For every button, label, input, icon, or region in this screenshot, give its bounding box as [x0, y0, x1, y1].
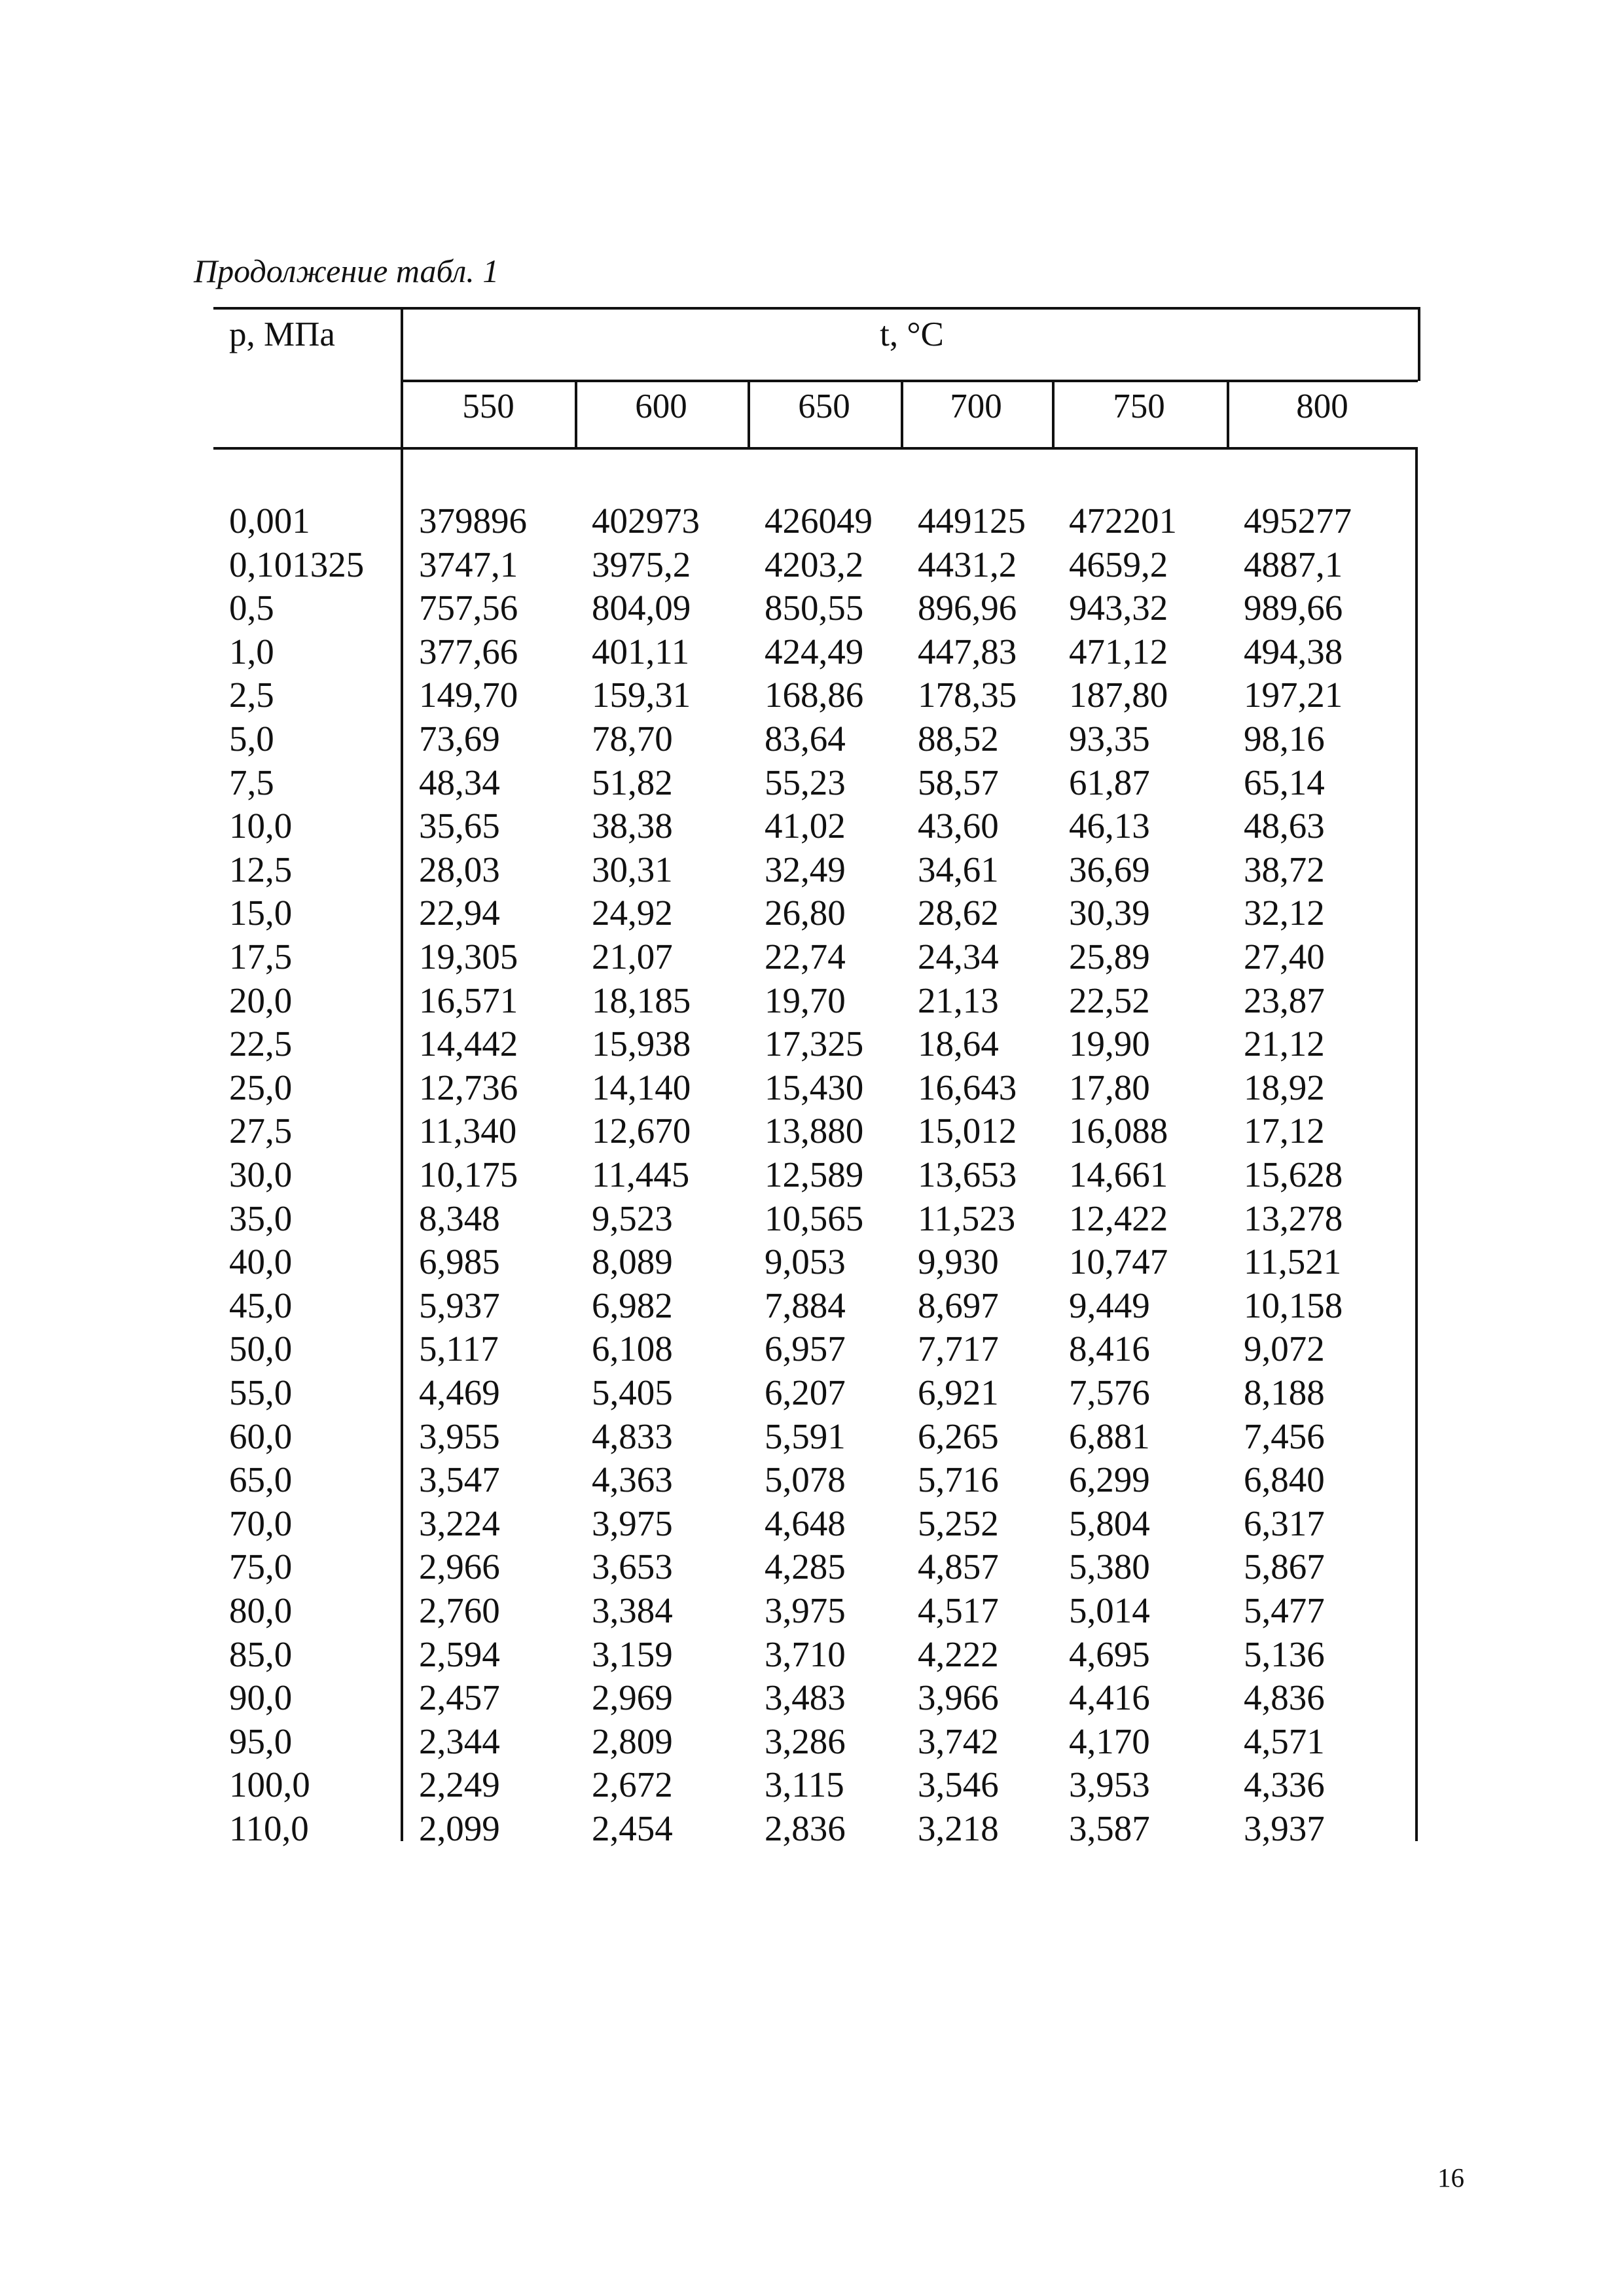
- value-cell: 757,56: [419, 588, 518, 628]
- value-cell: 21,12: [1244, 1024, 1325, 1064]
- value-cell: 14,442: [419, 1024, 518, 1064]
- value-cell: 3,653: [592, 1547, 673, 1587]
- value-cell: 17,12: [1244, 1111, 1325, 1151]
- pressure-cell: 70,0: [229, 1503, 293, 1543]
- value-cell: 5,136: [1244, 1634, 1325, 1674]
- pressure-cell: 20,0: [229, 980, 293, 1020]
- value-cell: 3975,2: [592, 545, 691, 584]
- header-bottom-rule: [213, 447, 1418, 450]
- value-cell: 4,833: [592, 1416, 673, 1456]
- value-cell: 6,299: [1069, 1460, 1150, 1499]
- table-row: [0, 804, 1624, 848]
- value-cell: 12,589: [765, 1155, 864, 1194]
- value-cell: 4,363: [592, 1460, 673, 1499]
- pressure-cell: 1,0: [229, 632, 274, 672]
- value-cell: 22,74: [765, 937, 846, 977]
- value-cell: 3,710: [765, 1634, 846, 1674]
- temperature-column-header: 750: [1113, 387, 1165, 425]
- value-cell: 5,937: [419, 1285, 500, 1325]
- value-cell: 11,523: [918, 1198, 1016, 1238]
- value-cell: 5,477: [1244, 1590, 1325, 1630]
- value-cell: 19,70: [765, 980, 846, 1020]
- value-cell: 18,64: [918, 1024, 999, 1064]
- pressure-cell: 10,0: [229, 806, 293, 846]
- value-cell: 4,170: [1069, 1721, 1150, 1761]
- value-cell: 7,717: [918, 1329, 999, 1369]
- value-cell: 35,65: [419, 806, 500, 846]
- subheader-divider: [575, 380, 577, 450]
- value-cell: 32,12: [1244, 893, 1325, 933]
- value-cell: 5,804: [1069, 1503, 1150, 1543]
- table-right-rule-top: [1418, 307, 1420, 381]
- value-cell: 9,449: [1069, 1285, 1150, 1325]
- pressure-cell: 110,0: [229, 1808, 309, 1848]
- value-cell: 989,66: [1244, 588, 1343, 628]
- value-cell: 11,521: [1244, 1242, 1342, 1282]
- value-cell: 7,884: [765, 1285, 846, 1325]
- value-cell: 6,207: [765, 1372, 846, 1412]
- value-cell: 38,38: [592, 806, 673, 846]
- value-cell: 804,09: [592, 588, 691, 628]
- value-cell: 3,286: [765, 1721, 846, 1761]
- value-cell: 7,456: [1244, 1416, 1325, 1456]
- table-row: [0, 1589, 1624, 1632]
- value-cell: 3,546: [918, 1765, 999, 1804]
- value-cell: 2,454: [592, 1808, 673, 1848]
- table-row: [0, 1807, 1624, 1850]
- value-cell: 16,088: [1069, 1111, 1168, 1151]
- value-cell: 4,571: [1244, 1721, 1325, 1761]
- table-row: [0, 630, 1624, 673]
- value-cell: 16,643: [918, 1067, 1017, 1107]
- pressure-cell: 15,0: [229, 893, 293, 933]
- table-row: [0, 1284, 1624, 1327]
- table-row: [0, 1502, 1624, 1545]
- value-cell: 73,69: [419, 719, 500, 759]
- pressure-cell: 30,0: [229, 1155, 293, 1194]
- value-cell: 3,483: [765, 1677, 846, 1717]
- pressure-cell: 90,0: [229, 1677, 293, 1717]
- value-cell: 5,867: [1244, 1547, 1325, 1587]
- value-cell: 2,836: [765, 1808, 846, 1848]
- value-cell: 4,336: [1244, 1765, 1325, 1804]
- table-row: [0, 761, 1624, 804]
- value-cell: 4,469: [419, 1372, 500, 1412]
- value-cell: 65,14: [1244, 762, 1325, 802]
- table-caption: Продолжение табл. 1: [194, 253, 499, 289]
- value-cell: 9,072: [1244, 1329, 1325, 1369]
- value-cell: 472201: [1069, 501, 1177, 541]
- value-cell: 12,422: [1069, 1198, 1168, 1238]
- value-cell: 6,921: [918, 1372, 999, 1412]
- table-row: [0, 717, 1624, 761]
- pressure-cell: 0,101325: [229, 545, 365, 584]
- value-cell: 896,96: [918, 588, 1017, 628]
- value-cell: 34,61: [918, 850, 999, 889]
- value-cell: 12,736: [419, 1067, 518, 1107]
- subheader-top-rule: [402, 380, 1418, 382]
- table-top-rule: [213, 307, 1418, 310]
- value-cell: 4,695: [1069, 1634, 1150, 1674]
- value-cell: 8,348: [419, 1198, 500, 1238]
- value-cell: 19,305: [419, 937, 518, 977]
- table-row: [0, 1720, 1624, 1763]
- value-cell: 55,23: [765, 762, 846, 802]
- table-row: [0, 848, 1624, 891]
- value-cell: 449125: [918, 501, 1026, 541]
- table-row: [0, 935, 1624, 978]
- table-row: [0, 1327, 1624, 1371]
- value-cell: 4659,2: [1069, 545, 1168, 584]
- value-cell: 168,86: [765, 675, 864, 715]
- value-cell: 48,34: [419, 762, 500, 802]
- value-cell: 4,648: [765, 1503, 846, 1543]
- value-cell: 3,547: [419, 1460, 500, 1499]
- value-cell: 5,117: [419, 1329, 499, 1369]
- pressure-column-header: p, МПа: [229, 315, 335, 353]
- value-cell: 27,40: [1244, 937, 1325, 977]
- value-cell: 25,89: [1069, 937, 1150, 977]
- pressure-cell: 60,0: [229, 1416, 293, 1456]
- value-cell: 187,80: [1069, 675, 1168, 715]
- value-cell: 4,222: [918, 1634, 999, 1674]
- table-row: [0, 1676, 1624, 1719]
- value-cell: 4,517: [918, 1590, 999, 1630]
- value-cell: 4431,2: [918, 545, 1017, 584]
- value-cell: 6,881: [1069, 1416, 1150, 1456]
- value-cell: 10,565: [765, 1198, 864, 1238]
- pressure-cell: 7,5: [229, 762, 274, 802]
- value-cell: 850,55: [765, 588, 864, 628]
- value-cell: 41,02: [765, 806, 846, 846]
- value-cell: 43,60: [918, 806, 999, 846]
- subheader-divider: [1227, 380, 1229, 450]
- value-cell: 2,594: [419, 1634, 500, 1674]
- table-row: [0, 543, 1624, 586]
- value-cell: 5,591: [765, 1416, 846, 1456]
- value-cell: 13,278: [1244, 1198, 1343, 1238]
- value-cell: 8,416: [1069, 1329, 1150, 1369]
- subheader-divider: [748, 380, 750, 450]
- value-cell: 15,938: [592, 1024, 691, 1064]
- value-cell: 15,012: [918, 1111, 1017, 1151]
- value-cell: 379896: [419, 501, 527, 541]
- subheader-divider: [1052, 380, 1055, 450]
- value-cell: 3,966: [918, 1677, 999, 1717]
- table-row: [0, 1371, 1624, 1414]
- value-cell: 22,52: [1069, 980, 1150, 1020]
- value-cell: 2,966: [419, 1547, 500, 1587]
- value-cell: 8,089: [592, 1242, 673, 1282]
- table-row: [0, 1153, 1624, 1196]
- pressure-cell: 0,001: [229, 501, 310, 541]
- table-row: [0, 1545, 1624, 1588]
- value-cell: 83,64: [765, 719, 846, 759]
- value-cell: 6,982: [592, 1285, 673, 1325]
- value-cell: 3,159: [592, 1634, 673, 1674]
- value-cell: 19,90: [1069, 1024, 1150, 1064]
- pressure-cell: 40,0: [229, 1242, 293, 1282]
- pressure-cell: 0,5: [229, 588, 274, 628]
- value-cell: 377,66: [419, 632, 518, 672]
- pressure-cell: 75,0: [229, 1547, 293, 1587]
- temperature-column-header: 550: [462, 387, 514, 425]
- value-cell: 38,72: [1244, 850, 1325, 889]
- pressure-cell: 100,0: [229, 1765, 310, 1804]
- value-cell: 3,975: [765, 1590, 846, 1630]
- value-cell: 93,35: [1069, 719, 1150, 759]
- value-cell: 14,661: [1069, 1155, 1168, 1194]
- value-cell: 471,12: [1069, 632, 1168, 672]
- value-cell: 2,344: [419, 1721, 500, 1761]
- temperature-column-header: 650: [798, 387, 850, 425]
- pressure-cell: 55,0: [229, 1372, 293, 1412]
- value-cell: 51,82: [592, 762, 673, 802]
- page-number: 16: [1437, 2162, 1464, 2193]
- value-cell: 6,317: [1244, 1503, 1325, 1543]
- value-cell: 2,760: [419, 1590, 500, 1630]
- value-cell: 3,587: [1069, 1808, 1150, 1848]
- value-cell: 6,265: [918, 1416, 999, 1456]
- pressure-cell: 45,0: [229, 1285, 293, 1325]
- table-row: [0, 1763, 1624, 1806]
- value-cell: 61,87: [1069, 762, 1150, 802]
- value-cell: 24,34: [918, 937, 999, 977]
- value-cell: 23,87: [1244, 980, 1325, 1020]
- table-row: [0, 586, 1624, 630]
- value-cell: 46,13: [1069, 806, 1150, 846]
- value-cell: 4,416: [1069, 1677, 1150, 1717]
- value-cell: 30,31: [592, 850, 673, 889]
- value-cell: 18,185: [592, 980, 691, 1020]
- subheader-divider: [901, 380, 903, 450]
- value-cell: 402973: [592, 501, 700, 541]
- value-cell: 28,03: [419, 850, 500, 889]
- table-row: [0, 891, 1624, 935]
- temperature-column-header: 700: [950, 387, 1002, 425]
- value-cell: 2,809: [592, 1721, 673, 1761]
- temperature-column-header: 600: [635, 387, 687, 425]
- value-cell: 447,83: [918, 632, 1017, 672]
- value-cell: 88,52: [918, 719, 999, 759]
- value-cell: 15,628: [1244, 1155, 1343, 1194]
- value-cell: 9,523: [592, 1198, 673, 1238]
- table-row: [0, 1022, 1624, 1066]
- value-cell: 5,252: [918, 1503, 999, 1543]
- value-cell: 10,747: [1069, 1242, 1168, 1282]
- value-cell: 2,457: [419, 1677, 500, 1717]
- table-row: [0, 1240, 1624, 1283]
- value-cell: 5,716: [918, 1460, 999, 1499]
- pressure-cell: 95,0: [229, 1721, 293, 1761]
- value-cell: 13,880: [765, 1111, 864, 1151]
- pressure-cell: 35,0: [229, 1198, 293, 1238]
- value-cell: 9,053: [765, 1242, 846, 1282]
- value-cell: 4203,2: [765, 545, 864, 584]
- value-cell: 32,49: [765, 850, 846, 889]
- value-cell: 6,957: [765, 1329, 846, 1369]
- value-cell: 4,836: [1244, 1677, 1325, 1717]
- value-cell: 3,953: [1069, 1765, 1150, 1804]
- pressure-cell: 65,0: [229, 1460, 293, 1499]
- pressure-cell: 85,0: [229, 1634, 293, 1674]
- table-row: [0, 1109, 1624, 1153]
- value-cell: 21,13: [918, 980, 999, 1020]
- value-cell: 22,94: [419, 893, 500, 933]
- value-cell: 3,975: [592, 1503, 673, 1543]
- value-cell: 2,249: [419, 1765, 500, 1804]
- value-cell: 6,985: [419, 1242, 500, 1282]
- value-cell: 21,07: [592, 937, 673, 977]
- value-cell: 18,92: [1244, 1067, 1325, 1107]
- pressure-cell: 80,0: [229, 1590, 293, 1630]
- table-row: [0, 1415, 1624, 1458]
- value-cell: 3,115: [765, 1765, 844, 1804]
- value-cell: 2,672: [592, 1765, 673, 1804]
- pressure-cell: 12,5: [229, 850, 293, 889]
- value-cell: 9,930: [918, 1242, 999, 1282]
- value-cell: 98,16: [1244, 719, 1325, 759]
- value-cell: 26,80: [765, 893, 846, 933]
- temperature-group-header: t, °C: [880, 315, 944, 353]
- value-cell: 14,140: [592, 1067, 691, 1107]
- value-cell: 12,670: [592, 1111, 691, 1151]
- value-cell: 11,340: [419, 1111, 517, 1151]
- table-row: [0, 979, 1624, 1022]
- pressure-cell: 5,0: [229, 719, 274, 759]
- value-cell: 36,69: [1069, 850, 1150, 889]
- pressure-cell: 25,0: [229, 1067, 293, 1107]
- pressure-cell: 50,0: [229, 1329, 293, 1369]
- value-cell: 8,188: [1244, 1372, 1325, 1412]
- value-cell: 13,653: [918, 1155, 1017, 1194]
- value-cell: 16,571: [419, 980, 518, 1020]
- value-cell: 2,099: [419, 1808, 500, 1848]
- pressure-cell: 2,5: [229, 675, 274, 715]
- value-cell: 5,380: [1069, 1547, 1150, 1587]
- pressure-cell: 27,5: [229, 1111, 293, 1151]
- value-cell: 4,285: [765, 1547, 846, 1587]
- table-row: [0, 1197, 1624, 1240]
- value-cell: 3,937: [1244, 1808, 1325, 1848]
- value-cell: 401,11: [592, 632, 690, 672]
- value-cell: 58,57: [918, 762, 999, 802]
- value-cell: 6,108: [592, 1329, 673, 1369]
- pressure-cell: 17,5: [229, 937, 293, 977]
- pressure-cell: 22,5: [229, 1024, 293, 1064]
- value-cell: 4,857: [918, 1547, 999, 1587]
- value-cell: 424,49: [765, 632, 864, 672]
- table-row: [0, 1066, 1624, 1109]
- value-cell: 943,32: [1069, 588, 1168, 628]
- value-cell: 48,63: [1244, 806, 1325, 846]
- value-cell: 11,445: [592, 1155, 690, 1194]
- value-cell: 2,969: [592, 1677, 673, 1717]
- table-row: [0, 1633, 1624, 1676]
- value-cell: 5,405: [592, 1372, 673, 1412]
- value-cell: 3,384: [592, 1590, 673, 1630]
- value-cell: 17,325: [765, 1024, 864, 1064]
- value-cell: 197,21: [1244, 675, 1343, 715]
- value-cell: 494,38: [1244, 632, 1343, 672]
- value-cell: 178,35: [918, 675, 1017, 715]
- table-row: [0, 673, 1624, 717]
- table-row: [0, 1458, 1624, 1501]
- value-cell: 8,697: [918, 1285, 999, 1325]
- value-cell: 426049: [765, 501, 873, 541]
- value-cell: 3,224: [419, 1503, 500, 1543]
- value-cell: 3,955: [419, 1416, 500, 1456]
- value-cell: 3,742: [918, 1721, 999, 1761]
- value-cell: 10,158: [1244, 1285, 1343, 1325]
- value-cell: 5,078: [765, 1460, 846, 1499]
- value-cell: 159,31: [592, 675, 691, 715]
- value-cell: 495277: [1244, 501, 1352, 541]
- value-cell: 17,80: [1069, 1067, 1150, 1107]
- value-cell: 7,576: [1069, 1372, 1150, 1412]
- value-cell: 78,70: [592, 719, 673, 759]
- value-cell: 5,014: [1069, 1590, 1150, 1630]
- value-cell: 30,39: [1069, 893, 1150, 933]
- value-cell: 10,175: [419, 1155, 518, 1194]
- value-cell: 3747,1: [419, 545, 518, 584]
- table-row: [0, 499, 1624, 543]
- value-cell: 28,62: [918, 893, 999, 933]
- value-cell: 4887,1: [1244, 545, 1343, 584]
- value-cell: 149,70: [419, 675, 518, 715]
- value-cell: 3,218: [918, 1808, 999, 1848]
- value-cell: 24,92: [592, 893, 673, 933]
- temperature-column-header: 800: [1296, 387, 1348, 425]
- value-cell: 15,430: [765, 1067, 864, 1107]
- value-cell: 6,840: [1244, 1460, 1325, 1499]
